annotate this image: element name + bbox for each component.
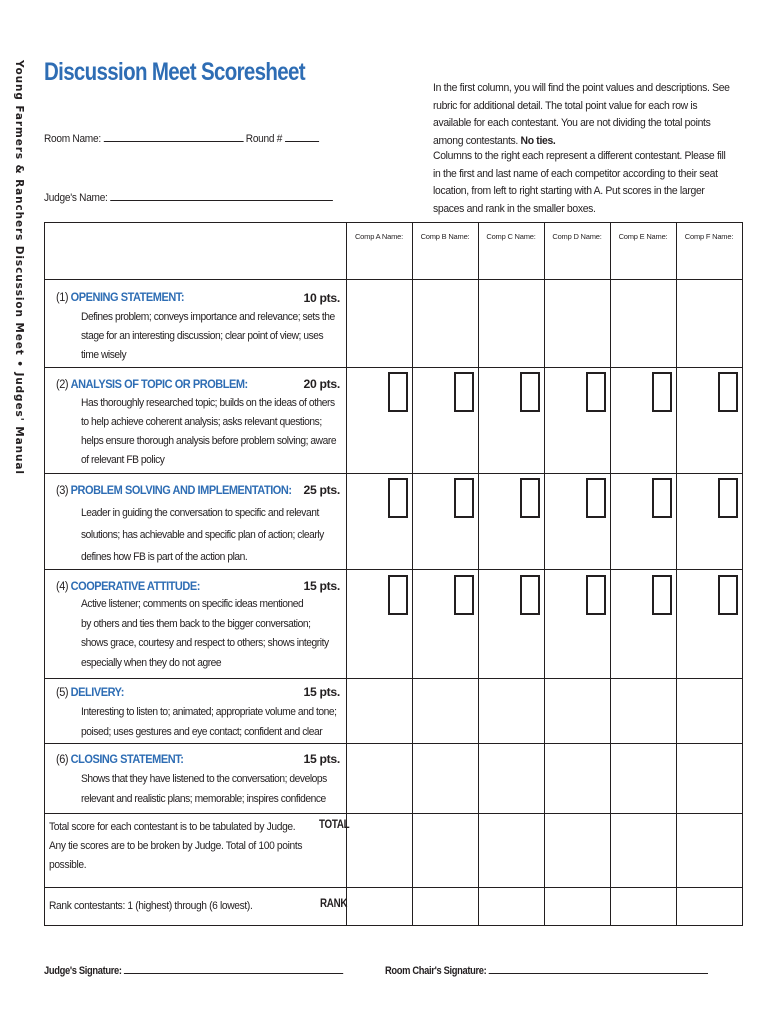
rank-box[interactable] — [718, 478, 738, 518]
round-label: Round # — [245, 133, 283, 145]
description-line: helps ensure thorough analysis before problem solving; aware — [81, 435, 337, 447]
description-line: especially when they do not agree — [81, 656, 222, 669]
description-line: solutions; has achievable and specific plan of action; clearly — [81, 529, 324, 541]
criterion-number: (4) — [56, 579, 69, 593]
comp-c-name[interactable]: Comp C Name: — [486, 232, 536, 241]
room-chair-signature-label: Room Chair's Signature: — [385, 965, 487, 977]
description-line: Shows that they have listened to the conversation; develops — [81, 773, 327, 785]
description-line: time wisely — [81, 349, 127, 361]
criterion-description — [81, 595, 351, 673]
rank-box[interactable] — [388, 372, 408, 412]
criterion-name: DELIVERY: — [70, 685, 124, 699]
criterion-points: 10 pts. — [303, 291, 340, 305]
criterion-number: (3) — [56, 483, 69, 497]
rank-instructions: Rank contestants: 1 (highest) through (6 lowest). — [49, 900, 253, 912]
criterion-description — [81, 502, 351, 568]
score-table — [44, 222, 743, 926]
criterion-name: ANALYSIS OF TOPIC OR PROBLEM: — [70, 377, 248, 391]
intro-paragraph-2: Columns to the right each represent a different contestant. Please fill in the first and last name of each competitor according to their seat location, from left to right starting with A. Put scores in the larger spaces and rank in the smaller boxes. — [433, 150, 726, 215]
description-line: stage for an interesting discussion; clear point of view; uses — [81, 330, 324, 342]
criterion-name: CLOSING STATEMENT: — [70, 752, 184, 766]
criterion-name: PROBLEM SOLVING AND IMPLEMENTATION: — [70, 483, 292, 497]
rank-box[interactable] — [586, 372, 606, 412]
rank-box[interactable] — [718, 372, 738, 412]
rank-box[interactable] — [388, 478, 408, 518]
judge-signature-label: Judge's Signature: — [44, 965, 122, 977]
description-line: to help achieve coherent analysis; asks relevant questions; — [81, 416, 322, 428]
criterion-points: 25 pts. — [303, 483, 340, 497]
intro-paragraph-1 — [433, 80, 731, 150]
description-line: Leader in guiding the conversation to specific and relevant — [81, 507, 319, 519]
comp-d-name[interactable]: Comp D Name: — [552, 232, 602, 241]
room-name-input[interactable] — [103, 131, 243, 142]
description-line: poised; uses gestures and eye contact; confident and clear — [81, 725, 323, 738]
description-line: defines how FB is part of the action plan. — [81, 551, 248, 563]
criterion-description — [81, 308, 351, 365]
rank-box[interactable] — [586, 478, 606, 518]
rank-box[interactable] — [454, 575, 474, 615]
description-line: Has thoroughly researched topic; builds on the ideas of others — [81, 397, 335, 409]
total-instructions-line: Total score for each contestant is to be tabulated by Judge. — [49, 821, 296, 833]
rank-box[interactable] — [652, 478, 672, 518]
description-line: Interesting to listen to; animated; appropriate volume and tone; — [81, 706, 337, 718]
rank-box[interactable] — [652, 372, 672, 412]
intro-text-1: In the first column, you will find the point values and descriptions. See rubric for additional detail. The total point value for each row is available for each contestant. You are not dividing the total points among contestants. — [433, 82, 730, 147]
rank-box[interactable] — [388, 575, 408, 615]
rank-box[interactable] — [586, 575, 606, 615]
rank-box[interactable] — [520, 575, 540, 615]
total-label: TOTAL — [319, 819, 350, 831]
criterion-description — [81, 770, 351, 809]
criterion-points: 15 pts. — [303, 752, 340, 766]
criterion-points: 15 pts. — [303, 579, 340, 593]
judge-signature-line[interactable] — [124, 962, 343, 974]
criterion-points: 15 pts. — [303, 685, 340, 699]
comp-e-name[interactable]: Comp E Name: — [618, 232, 668, 241]
page-title: Discussion Meet Scoresheet — [44, 58, 305, 86]
criterion-description — [81, 703, 351, 742]
rank-box[interactable] — [520, 478, 540, 518]
criterion-number: (2) — [56, 377, 69, 391]
description-line: Defines problem; conveys importance and relevance; sets the — [81, 311, 335, 323]
rank-box[interactable] — [454, 372, 474, 412]
rank-box[interactable] — [718, 575, 738, 615]
rank-box[interactable] — [520, 372, 540, 412]
no-ties-note: No ties. — [520, 134, 556, 147]
room-field — [44, 131, 319, 145]
rank-box[interactable] — [652, 575, 672, 615]
criterion-number: (6) — [56, 752, 69, 766]
side-caption: Young Farmers & Ranchers Discussion Meet • Judges' Manual — [13, 60, 25, 475]
description-line: by others and ties them back to the bigger conversation; — [81, 617, 311, 630]
round-input[interactable] — [285, 131, 319, 142]
total-instructions-line: possible. — [49, 859, 87, 871]
room-label: Room Name: — [44, 133, 101, 145]
rank-box[interactable] — [454, 478, 474, 518]
judge-label: Judge's Name: — [44, 192, 108, 204]
comp-a-name[interactable]: Comp A Name: — [354, 232, 404, 241]
comp-f-name[interactable]: Comp F Name: — [684, 232, 734, 241]
criterion-name: COOPERATIVE ATTITUDE: — [70, 579, 200, 593]
room-chair-signature — [385, 962, 708, 977]
criterion-points: 20 pts. — [303, 377, 340, 391]
total-instructions-line: Any tie scores are to be broken by Judge. Total of 100 points — [49, 840, 303, 852]
description-line: of relevant FB policy — [81, 454, 165, 466]
description-line: relevant and realistic plans; memorable; inspires confidence — [81, 792, 326, 805]
judge-name-input[interactable] — [110, 190, 333, 201]
total-instructions — [49, 818, 310, 875]
judge-signature — [44, 962, 343, 977]
criterion-number: (5) — [56, 685, 69, 699]
criterion-name: OPENING STATEMENT: — [70, 290, 185, 304]
room-chair-signature-line[interactable] — [489, 962, 708, 974]
criterion-number: (1) — [56, 290, 69, 304]
criterion-description — [81, 394, 351, 470]
judge-field — [44, 190, 333, 204]
rank-label: RANK — [320, 898, 348, 910]
comp-b-name[interactable]: Comp B Name: — [420, 232, 470, 241]
description-line: shows grace, courtesy and respect to others; shows integrity — [81, 637, 329, 649]
description-line: Active listener; comments on specific ideas mentioned — [81, 598, 304, 610]
